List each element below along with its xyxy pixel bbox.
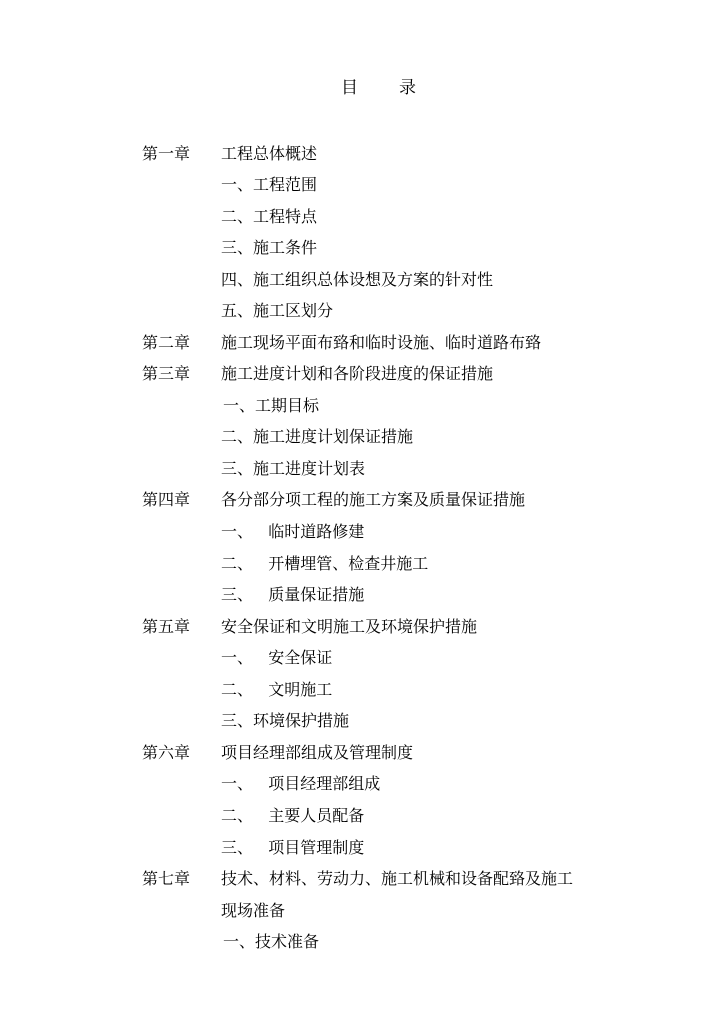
chapter-label: 第三章 — [142, 364, 191, 383]
toc-title-char-1: 目 — [341, 78, 358, 98]
section-title: 二、工程特点 — [221, 207, 318, 226]
section-title: 三、施工条件 — [221, 238, 318, 257]
section-row — [0, 169, 725, 201]
chapter-title: 各分部分项工程的施工方案及质量保证措施 — [221, 490, 526, 509]
table-of-contents — [0, 138, 725, 968]
toc-title-char-2: 录 — [399, 78, 416, 98]
chapter-title: 安全保证和文明施工及环境保护措施 — [221, 617, 478, 636]
toc-title — [0, 76, 725, 100]
chapter-1-row — [0, 138, 725, 170]
section-title: 三、 项目管理制度 — [221, 838, 365, 857]
section-title: 二、 文明施工 — [221, 680, 333, 699]
section-row — [0, 800, 725, 832]
section-row — [0, 421, 725, 453]
section-title: 三、环境保护措施 — [221, 711, 350, 730]
section-row — [0, 579, 725, 611]
section-row — [0, 201, 725, 233]
section-title: 一、技术准备 — [223, 932, 320, 951]
chapter-7-row — [0, 863, 725, 895]
section-title: 二、施工进度计划保证措施 — [221, 427, 414, 446]
chapter-label: 第五章 — [142, 617, 191, 636]
chapter-title: 技术、材料、劳动力、施工机械和设备配臵及施工 — [221, 869, 574, 888]
section-title: 四、施工组织总体设想及方案的针对性 — [221, 270, 494, 289]
section-row — [0, 264, 725, 296]
section-title: 一、 临时道路修建 — [221, 522, 365, 541]
section-title: 一、 项目经理部组成 — [221, 774, 381, 793]
section-row — [0, 548, 725, 580]
chapter-5-row — [0, 611, 725, 643]
section-row — [0, 674, 725, 706]
section-title: 二、 主要人员配备 — [221, 806, 365, 825]
section-row — [0, 390, 725, 422]
chapter-4-row — [0, 484, 725, 516]
section-row — [0, 516, 725, 548]
chapter-2-row — [0, 327, 725, 359]
section-title: 一、工程范围 — [221, 175, 318, 194]
chapter-label: 第六章 — [142, 743, 191, 762]
section-title: 二、 开槽埋管、检查井施工 — [221, 554, 429, 573]
section-row — [0, 768, 725, 800]
section-title: 三、 质量保证措施 — [221, 585, 365, 604]
section-row — [0, 832, 725, 864]
section-row — [0, 232, 725, 264]
section-row — [0, 295, 725, 327]
chapter-label: 第一章 — [142, 144, 191, 163]
chapter-3-row — [0, 358, 725, 390]
section-row — [0, 705, 725, 737]
section-title: 一、工期目标 — [223, 396, 320, 415]
section-row — [0, 642, 725, 674]
chapter-title-continuation: 现场准备 — [221, 901, 286, 920]
section-row — [0, 926, 725, 958]
section-title: 一、 安全保证 — [221, 648, 333, 667]
chapter-label: 第二章 — [142, 333, 191, 352]
chapter-title: 项目经理部组成及管理制度 — [221, 743, 414, 762]
chapter-6-row — [0, 737, 725, 769]
chapter-title: 施工进度计划和各阶段进度的保证措施 — [221, 364, 494, 383]
section-title: 五、施工区划分 — [221, 301, 334, 320]
chapter-title: 施工现场平面布臵和临时设施、临时道路布臵 — [221, 333, 542, 352]
section-row — [0, 453, 725, 485]
chapter-title-continuation-row — [0, 895, 725, 927]
section-title: 三、施工进度计划表 — [221, 459, 366, 478]
chapter-title: 工程总体概述 — [221, 144, 318, 163]
chapter-label: 第七章 — [142, 869, 191, 888]
chapter-label: 第四章 — [142, 490, 191, 509]
